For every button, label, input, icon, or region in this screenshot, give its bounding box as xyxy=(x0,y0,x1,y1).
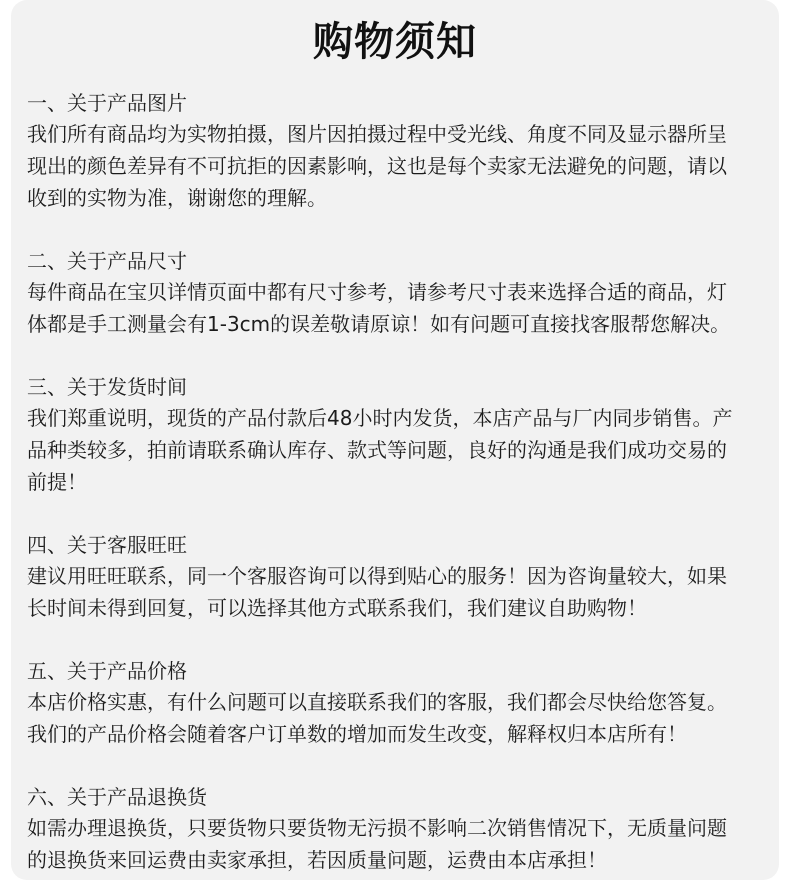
section-heading: 四、关于客服旺旺 xyxy=(27,533,187,557)
body-line: 我们郑重说明，现货的产品付款后48小时内发货，本店产品与厂内同步销售。产 xyxy=(27,406,733,430)
section-product-price xyxy=(27,656,769,750)
body-line: 建议用旺旺联系，同一个客服咨询可以得到贴心的服务！因为咨询量较大，如果 xyxy=(27,564,727,588)
section-product-size xyxy=(27,246,769,340)
body-line: 收到的实物为准，谢谢您的理解。 xyxy=(27,186,327,210)
sections-container xyxy=(27,88,769,876)
section-body xyxy=(27,276,769,340)
section-heading: 一、关于产品图片 xyxy=(27,91,187,115)
section-heading: 六、关于产品退换货 xyxy=(27,785,207,809)
section-body xyxy=(27,118,769,214)
body-line: 我们所有商品均为实物拍摄，图片因拍摄过程中受光线、角度不同及显示器所呈 xyxy=(27,122,727,146)
page-title: 购物须知 xyxy=(313,19,477,65)
section-customer-service xyxy=(27,530,769,624)
section-product-images xyxy=(27,88,769,214)
section-body xyxy=(27,560,769,624)
body-line: 本店价格实惠，有什么问题可以直接联系我们的客服，我们都会尽快给您答复。 xyxy=(27,690,727,714)
body-line: 的退换货来回运费由卖家承担，若因质量问题，运费由本店承担！ xyxy=(27,848,607,872)
body-line: 如需办理退换货，只要货物只要货物无污损不影响二次销售情况下，无质量问题 xyxy=(27,816,727,840)
body-line: 现出的颜色差异有不可抗拒的因素影响，这也是每个卖家无法避免的问题，请以 xyxy=(27,154,727,178)
body-line: 长时间未得到回复，可以选择其他方式联系我们，我们建议自助购物！ xyxy=(27,596,647,620)
section-shipping-time xyxy=(27,372,769,498)
body-line: 前提！ xyxy=(27,470,87,494)
section-body xyxy=(27,402,769,498)
section-returns xyxy=(27,782,769,876)
section-body xyxy=(27,812,769,876)
body-line: 我们的产品价格会随着客户订单数的增加而发生改变，解释权归本店所有！ xyxy=(27,722,687,746)
section-heading: 五、关于产品价格 xyxy=(27,659,187,683)
body-line: 每件商品在宝贝详情页面中都有尺寸参考，请参考尺寸表来选择合适的商品，灯 xyxy=(27,280,727,304)
notice-card xyxy=(11,0,779,880)
section-heading: 二、关于产品尺寸 xyxy=(27,249,187,273)
section-body xyxy=(27,686,769,750)
body-line: 品种类较多，拍前请联系确认库存、款式等问题，良好的沟通是我们成功交易的 xyxy=(27,438,727,462)
section-heading: 三、关于发货时间 xyxy=(27,375,187,399)
body-line: 体都是手工测量会有1-3cm的误差敬请原谅！如有问题可直接找客服帮您解决。 xyxy=(27,312,731,336)
